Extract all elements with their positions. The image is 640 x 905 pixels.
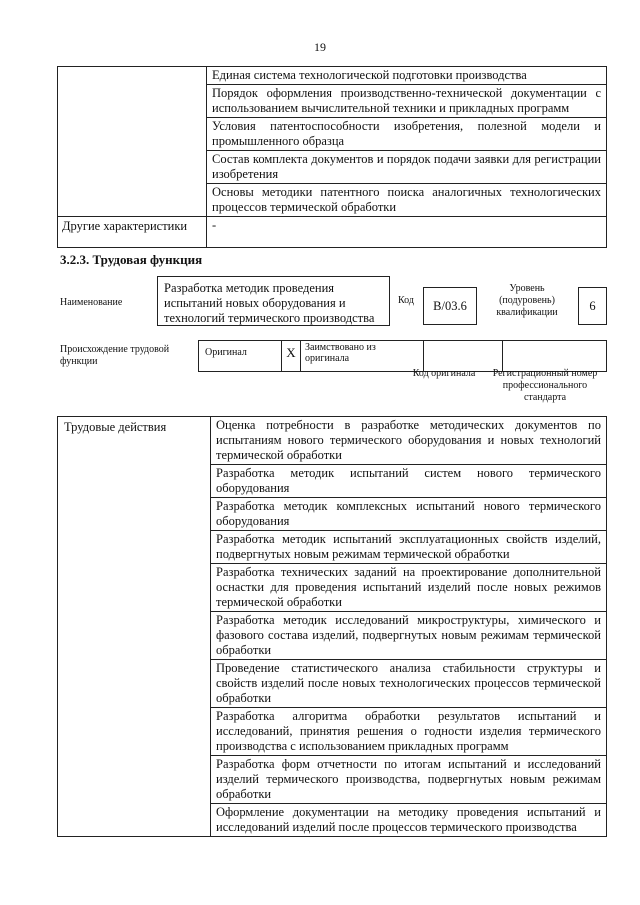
table-cell-empty (58, 67, 207, 217)
function-name-box: Разработка методик проведения испытаний новых оборудования и технологий термического производства (157, 276, 390, 326)
page-number: 19 (314, 40, 326, 54)
table-cell: Основы методики патентного поиска аналогичных технологических процессов термической обработки (207, 184, 607, 217)
labor-actions-table (57, 416, 607, 837)
original-label: Оригинал (199, 341, 282, 372)
code-origin-caption: Код оригинала (412, 368, 476, 379)
table-row (58, 217, 607, 248)
origin-label: Происхождение трудовой функции (60, 344, 170, 367)
table-cell: Разработка методик исследований микроструктуры, химического и фазового состава изделий, подвергнутых новым режимам термической обработки (211, 612, 607, 660)
table-row (58, 417, 607, 465)
borrowed-label: Заимствовано из оригинала (301, 341, 424, 372)
code-label: Код (398, 295, 414, 306)
labor-actions-label: Трудовые действия (58, 417, 211, 837)
table-cell: Разработка методик испытаний систем нового термического оборудования (211, 465, 607, 498)
other-characteristics-value: - (207, 217, 607, 248)
table-cell: Оценка потребности в разработке методических документов по испытаниям нового термического оборудования и новых технологий термической обработки (211, 417, 607, 465)
table-cell: Условия патентоспособности изобретения, полезной модели и промышленного образца (207, 118, 607, 151)
table-cell: Разработка форм отчетности по итогам испытаний и исследований изделий термического производства, подвергнутых новым режимам обработки (211, 756, 607, 804)
level-label: Уровень (подуровень) квалификации (496, 283, 558, 318)
level-value-box: 6 (578, 287, 607, 325)
section-title: 3.2.3. Трудовая функция (60, 252, 203, 267)
original-mark: X (282, 341, 301, 372)
code-value-box: B/03.6 (423, 287, 477, 325)
knowledge-table (57, 66, 607, 248)
table-row (58, 67, 607, 85)
table-cell: Порядок оформления производственно-технической документации с использованием вычислительной техники и прикладных программ (207, 85, 607, 118)
table-cell: Состав комплекта документов и порядок подачи заявки для регистрации изобретения (207, 151, 607, 184)
table-cell: Оформление документации на методику проведения испытаний и исследований изделий после процессов термического производства (211, 804, 607, 837)
code-origin-cell (424, 341, 503, 372)
table-cell: Разработка технических заданий на проектирование дополнительной оснастки для проведения испытаний изделий после новых режимов термической обработки (211, 564, 607, 612)
table-cell: Разработка методик испытаний эксплуатационных свойств изделий, подвергнутых новым режимам термической обработки (211, 531, 607, 564)
table-cell: Проведение статистического анализа стабильности структуры и свойств изделий после новых технологических процессов термической обработки (211, 660, 607, 708)
table-cell: Разработка алгоритма обработки результатов испытаний и исследований, принятия решения о годности изделия термического производства с использованием прикладных программ (211, 708, 607, 756)
table-cell: Разработка методик комплексных испытаний нового термического оборудования (211, 498, 607, 531)
reg-number-caption: Регистрационный номер профессионального стандарта (492, 368, 598, 403)
name-label: Наименование (60, 297, 123, 308)
table-row (199, 341, 607, 372)
reg-number-cell (503, 341, 607, 372)
table-cell: Единая система технологической подготовки производства (207, 67, 607, 85)
other-characteristics-label: Другие характеристики (58, 217, 207, 248)
